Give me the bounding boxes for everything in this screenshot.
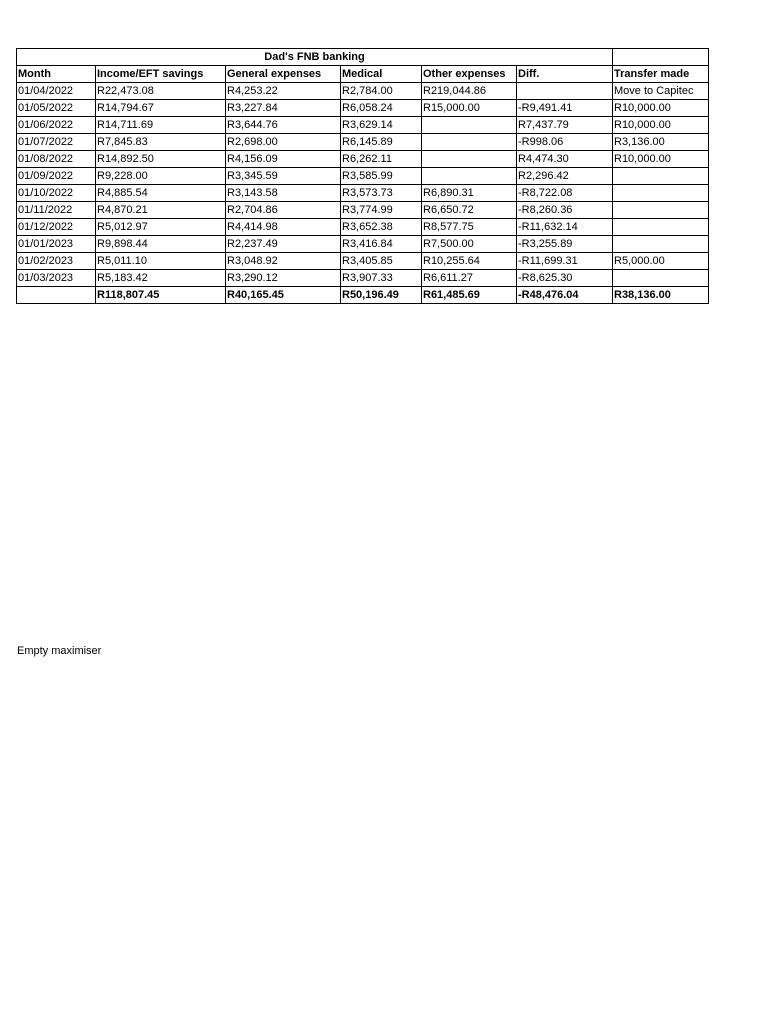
diff-cell: R2,296.42 xyxy=(517,168,613,185)
diff-cell xyxy=(517,83,613,100)
income-cell: R14,794.67 xyxy=(96,100,226,117)
diff-cell: -R9,491.41 xyxy=(517,100,613,117)
medical-cell: R3,405.85 xyxy=(341,253,422,270)
month-cell: 01/04/2022 xyxy=(17,83,96,100)
transfer-cell xyxy=(613,168,709,185)
general-expenses-cell: R3,048.92 xyxy=(226,253,341,270)
general-expenses-cell: R4,253.22 xyxy=(226,83,341,100)
medical-cell: R3,585.99 xyxy=(341,168,422,185)
diff-cell: R4,474.30 xyxy=(517,151,613,168)
general-expenses-cell: R2,237.49 xyxy=(226,236,341,253)
income-cell: R22,473.08 xyxy=(96,83,226,100)
month-cell: 01/07/2022 xyxy=(17,134,96,151)
transfer-made-header: Transfer made xyxy=(613,66,709,83)
table-row xyxy=(17,134,709,151)
table-row xyxy=(17,219,709,236)
table-row xyxy=(17,202,709,219)
medical-cell: R3,774.99 xyxy=(341,202,422,219)
total-income-cell: R118,807.45 xyxy=(96,287,226,304)
table-row xyxy=(17,270,709,287)
income-header: Income/EFT savings xyxy=(96,66,226,83)
month-cell: 01/10/2022 xyxy=(17,185,96,202)
month-cell: 01/03/2023 xyxy=(17,270,96,287)
other-expenses-cell: R15,000.00 xyxy=(422,100,517,117)
diff-cell: R7,437.79 xyxy=(517,117,613,134)
transfer-cell xyxy=(613,202,709,219)
other-expenses-cell: R7,500.00 xyxy=(422,236,517,253)
medical-cell: R3,652.38 xyxy=(341,219,422,236)
total-medical-cell: R50,196.49 xyxy=(341,287,422,304)
other-expenses-cell xyxy=(422,134,517,151)
other-expenses-cell: R219,044.86 xyxy=(422,83,517,100)
other-expenses-cell: R6,890.31 xyxy=(422,185,517,202)
transfer-cell: Move to Capitec xyxy=(613,83,709,100)
month-cell: 01/08/2022 xyxy=(17,151,96,168)
general-expenses-cell: R2,698.00 xyxy=(226,134,341,151)
table-row xyxy=(17,253,709,270)
medical-cell: R6,145.89 xyxy=(341,134,422,151)
general-expenses-cell: R3,143.58 xyxy=(226,185,341,202)
general-expenses-cell: R4,414.98 xyxy=(226,219,341,236)
general-expenses-cell: R3,290.12 xyxy=(226,270,341,287)
general-expenses-cell: R3,345.59 xyxy=(226,168,341,185)
diff-cell: -R3,255.89 xyxy=(517,236,613,253)
income-cell: R14,711.69 xyxy=(96,117,226,134)
general-expenses-cell: R3,644.76 xyxy=(226,117,341,134)
income-cell: R4,870.21 xyxy=(96,202,226,219)
general-expenses-header: General expenses xyxy=(226,66,341,83)
medical-cell: R3,573.73 xyxy=(341,185,422,202)
other-expenses-cell xyxy=(422,151,517,168)
total-month-cell xyxy=(17,287,96,304)
transfer-cell: R5,000.00 xyxy=(613,253,709,270)
general-expenses-cell: R2,704.86 xyxy=(226,202,341,219)
general-expenses-cell: R3,227.84 xyxy=(226,100,341,117)
month-cell: 01/06/2022 xyxy=(17,117,96,134)
other-expenses-header: Other expenses xyxy=(422,66,517,83)
table-row xyxy=(17,100,709,117)
table-body xyxy=(17,83,709,304)
transfer-cell xyxy=(613,185,709,202)
income-cell: R5,183.42 xyxy=(96,270,226,287)
transfer-cell xyxy=(613,270,709,287)
income-cell: R5,012.97 xyxy=(96,219,226,236)
income-cell: R7,845.83 xyxy=(96,134,226,151)
header-row xyxy=(17,66,709,83)
transfer-cell: R10,000.00 xyxy=(613,151,709,168)
medical-cell: R3,629.14 xyxy=(341,117,422,134)
diff-cell: -R11,699.31 xyxy=(517,253,613,270)
fnb-banking-table xyxy=(16,48,709,304)
income-cell: R5,011.10 xyxy=(96,253,226,270)
table-title: Dad's FNB banking xyxy=(17,49,613,66)
income-cell: R14,892.50 xyxy=(96,151,226,168)
medical-cell: R2,784.00 xyxy=(341,83,422,100)
medical-cell: R6,262.11 xyxy=(341,151,422,168)
other-expenses-cell xyxy=(422,117,517,134)
transfer-cell: R3,136.00 xyxy=(613,134,709,151)
table-row xyxy=(17,83,709,100)
transfer-cell: R10,000.00 xyxy=(613,100,709,117)
month-cell: 01/09/2022 xyxy=(17,168,96,185)
other-expenses-cell: R6,611.27 xyxy=(422,270,517,287)
month-cell: 01/02/2023 xyxy=(17,253,96,270)
month-cell: 01/12/2022 xyxy=(17,219,96,236)
medical-cell: R6,058.24 xyxy=(341,100,422,117)
diff-header: Diff. xyxy=(517,66,613,83)
income-cell: R4,885.54 xyxy=(96,185,226,202)
income-cell: R9,898.44 xyxy=(96,236,226,253)
diff-cell: -R8,260.36 xyxy=(517,202,613,219)
diff-cell: -R8,625.30 xyxy=(517,270,613,287)
diff-cell: -R998.06 xyxy=(517,134,613,151)
title-row xyxy=(17,49,709,66)
month-cell: 01/05/2022 xyxy=(17,100,96,117)
table-row xyxy=(17,168,709,185)
table-row xyxy=(17,117,709,134)
other-expenses-cell: R10,255.64 xyxy=(422,253,517,270)
diff-cell: -R11,632.14 xyxy=(517,219,613,236)
total-transfer-cell: R38,136.00 xyxy=(613,287,709,304)
table-row xyxy=(17,236,709,253)
total-other-expenses-cell: R61,485.69 xyxy=(422,287,517,304)
medical-cell: R3,907.33 xyxy=(341,270,422,287)
general-expenses-cell: R4,156.09 xyxy=(226,151,341,168)
month-header: Month xyxy=(17,66,96,83)
totals-row xyxy=(17,287,709,304)
transfer-cell: R10,000.00 xyxy=(613,117,709,134)
note-text: Empty maximiser xyxy=(17,645,102,657)
transfer-cell xyxy=(613,219,709,236)
other-expenses-cell: R8,577.75 xyxy=(422,219,517,236)
title-row-empty-cell xyxy=(613,49,709,66)
month-cell: 01/11/2022 xyxy=(17,202,96,219)
medical-header: Medical xyxy=(341,66,422,83)
diff-cell: -R8,722.08 xyxy=(517,185,613,202)
table-row xyxy=(17,185,709,202)
other-expenses-cell xyxy=(422,168,517,185)
other-expenses-cell: R6,650.72 xyxy=(422,202,517,219)
month-cell: 01/01/2023 xyxy=(17,236,96,253)
table-row xyxy=(17,151,709,168)
total-diff-cell: -R48,476.04 xyxy=(517,287,613,304)
income-cell: R9,228.00 xyxy=(96,168,226,185)
medical-cell: R3,416.84 xyxy=(341,236,422,253)
transfer-cell xyxy=(613,236,709,253)
total-general-expenses-cell: R40,165.45 xyxy=(226,287,341,304)
